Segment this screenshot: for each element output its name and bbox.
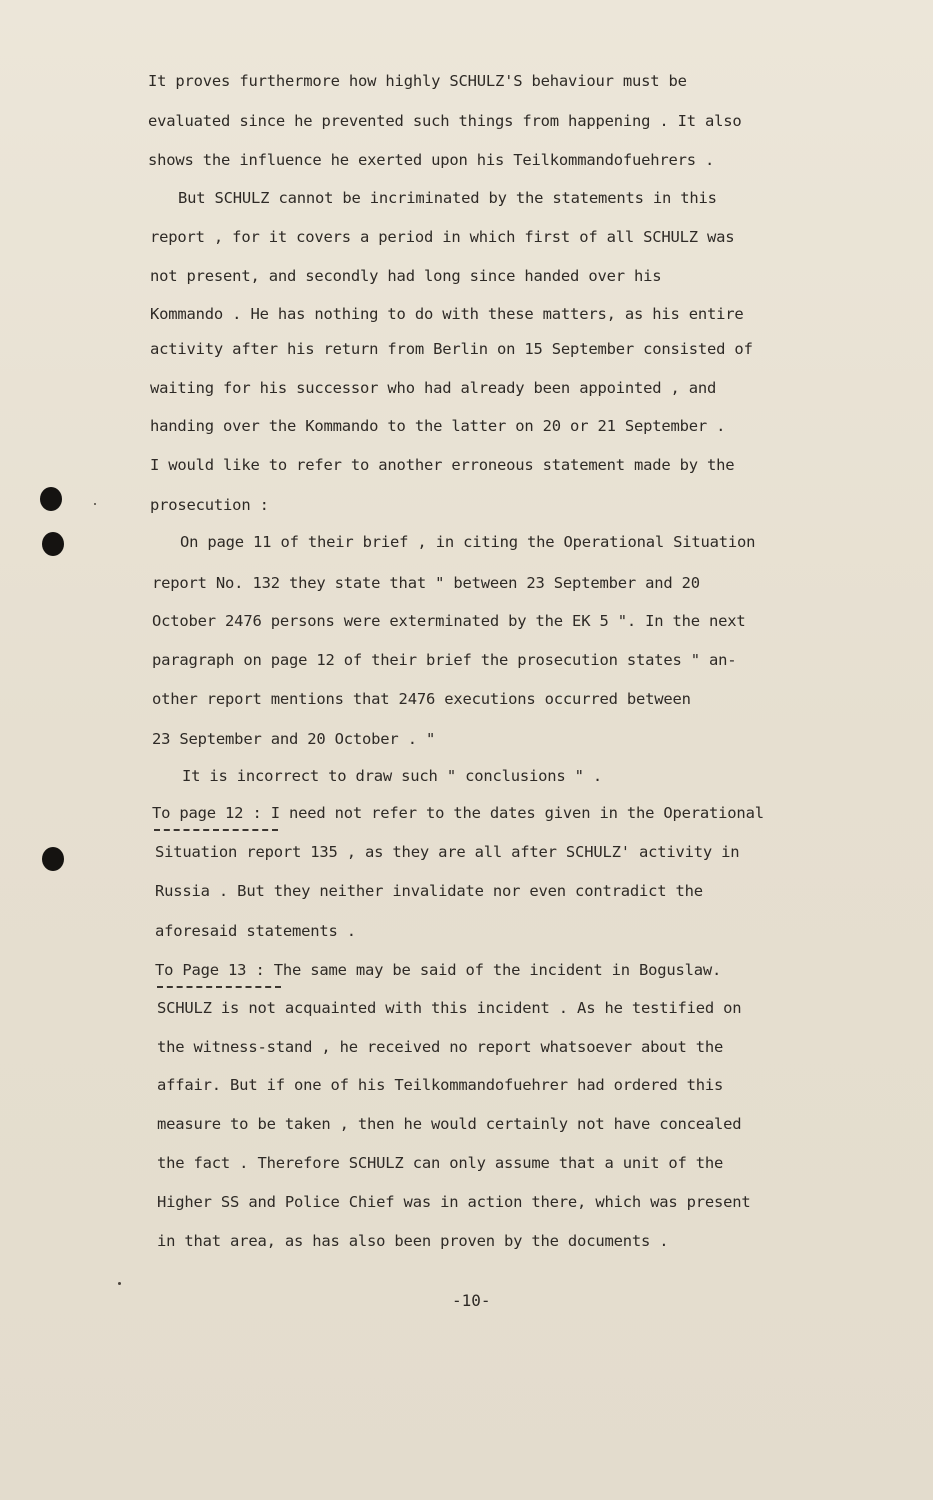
ink-speck-icon	[118, 1282, 121, 1285]
text-line: SCHULZ is not acquainted with this incident . As he testified on	[157, 999, 742, 1017]
punch-hole-icon	[42, 532, 64, 556]
text-line: aforesaid statements .	[155, 922, 356, 940]
text-line: I would like to refer to another erroneous statement made by the	[150, 456, 735, 474]
text-line: Higher SS and Police Chief was in action there, which was present	[157, 1193, 751, 1211]
text-line: It proves furthermore how highly SCHULZ'S behaviour must be	[148, 72, 687, 90]
punch-hole-icon	[42, 847, 64, 871]
punch-hole-icon	[40, 487, 62, 511]
text-line: But SCHULZ cannot be incriminated by the statements in this	[178, 189, 717, 207]
text-line: To page 12 : I need not refer to the dates given in the Operational	[152, 804, 764, 822]
text-line: the fact . Therefore SCHULZ can only assume that a unit of the	[157, 1154, 724, 1172]
text-line: To Page 13 : The same may be said of the incident in Boguslaw.	[155, 961, 722, 979]
text-line: report , for it covers a period in which first of all SCHULZ was	[150, 228, 735, 246]
text-line: report No. 132 they state that " between 23 September and 20	[152, 574, 700, 592]
text-line: shows the influence he exerted upon his Teilkommandofuehrers .	[148, 151, 715, 169]
text-line: Situation report 135 , as they are all after SCHULZ' activity in	[155, 843, 740, 861]
page-number: -10-	[452, 1291, 491, 1310]
text-line: On page 11 of their brief , in citing the Operational Situation	[180, 533, 756, 551]
text-line: activity after his return from Berlin on 15 September consisted of	[150, 340, 753, 358]
text-line: other report mentions that 2476 executions occurred between	[152, 690, 691, 708]
text-line: not present, and secondly had long since handed over his	[150, 267, 662, 285]
text-line: waiting for his successor who had already been appointed , and	[150, 379, 717, 397]
text-line: Kommando . He has nothing to do with these matters, as his entire	[150, 305, 744, 323]
underline-dashes	[157, 986, 281, 988]
text-line: in that area, as has also been proven by the documents .	[157, 1232, 669, 1250]
text-line: prosecution :	[150, 496, 269, 514]
text-line: handing over the Kommando to the latter on 20 or 21 September .	[150, 417, 726, 435]
ink-speck-icon	[94, 503, 96, 505]
text-line: It is incorrect to draw such " conclusions " .	[182, 767, 603, 785]
text-line: 23 September and 20 October . "	[152, 730, 436, 748]
text-line: October 2476 persons were exterminated by the EK 5 ". In the next	[152, 612, 746, 630]
text-line: Russia . But they neither invalidate nor even contradict the	[155, 882, 703, 900]
text-line: paragraph on page 12 of their brief the prosecution states " an-	[152, 651, 737, 669]
text-line: the witness-stand , he received no report whatsoever about the	[157, 1038, 724, 1056]
text-line: measure to be taken , then he would certainly not have concealed	[157, 1115, 742, 1133]
text-line: affair. But if one of his Teilkommandofuehrer had ordered this	[157, 1076, 724, 1094]
text-line: evaluated since he prevented such things from happening . It also	[148, 112, 742, 130]
underline-dashes	[154, 829, 278, 831]
